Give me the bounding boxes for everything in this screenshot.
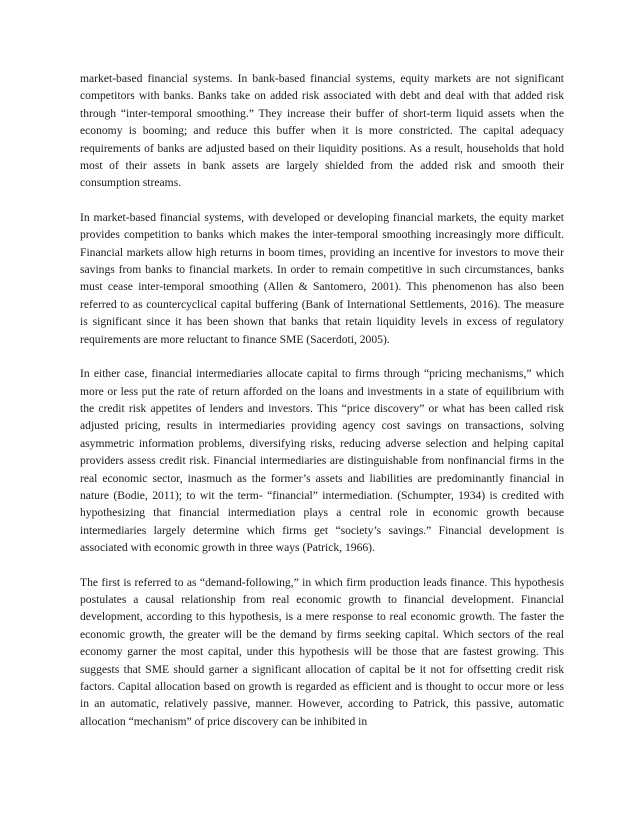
document-page (80, 70, 564, 747)
paragraph-1: market-based financial systems. In bank-based financial systems, equity markets are not significant competitors with banks. Banks take on added risk associated with debt and deal with that added risk through “inter-temporal smoothing.” They increase their buffer of short-term liquid assets when the economy is booming; and reduce this buffer when it is more constricted. The capital adequacy requirements of banks are adjusted based on their liquidity positions. As a result, households that hold most of their assets in bank assets are largely shielded from the added risk and smooth their consumption streams. (80, 72, 564, 190)
paragraph-2: In market-based financial systems, with developed or developing financial markets, the equity market provides competition to banks which makes the inter-temporal smoothing increasingly more difficult. Financial markets allow high returns in boom times, providing an incentive for investors to move their savings from banks to financial markets. In order to remain competitive in such circumstances, banks must cease inter-temporal smoothing (Allen & Santomero, 2001). This phenomenon has also been referred to as countercyclical capital buffering (Bank of International Settlements, 2016). The measure is significant since it has been shown that banks that retain liquidity levels in excess of regulatory requirements are more reluctant to finance SME (Sacerdoti, 2005). (80, 210, 564, 346)
paragraph-4: The first is referred to as “demand-following,” in which firm production leads finance. This hypothesis postulates a causal relationship from real economic growth to financial development. Financial development, according to this hypothesis, is a mere response to real economic growth. The faster the economic growth, the greater will be the demand by firms seeking capital. Which sectors of the real economy garner the most capital, under this hypothesis will be those that are fastest growing. This suggests that SME should garner a significant allocation of capital be it not for offsetting credit risk factors. Capital allocation based on growth is regarded as efficient and is thought to occur more or less in an automatic, relatively passive, manner. However, according to Patrick, this passive, automatic allocation “mechanism” of price discovery can be inhibited in (80, 575, 564, 728)
paragraph-3: In either case, financial intermediaries allocate capital to firms through “pricing mechanisms,” which more or less put the rate of return afforded on the loans and investments in a state of equilibrium with the credit risk appetites of lenders and investors. This “price discovery” or what has been called risk adjusted pricing, results in intermediaries providing agency cost savings on transactions, solving asymmetric information problems, diversifying risks, reducing adverse selection and helping capital providers assess credit risk. Financial intermediaries are distinguishable from nonfinancial firms in the real economic sector, inasmuch as the former’s assets and liabilities are predominantly financial in nature (Bodie, 2011); to wit the term- “financial” intermediation. (Schumpter, 1934) is credited with hypothesizing that financial intermediation plays a central role in economic growth because intermediaries largely determine which firms get “society’s savings.” Financial development is associated with economic growth in three ways (Patrick, 1966). (80, 367, 564, 555)
